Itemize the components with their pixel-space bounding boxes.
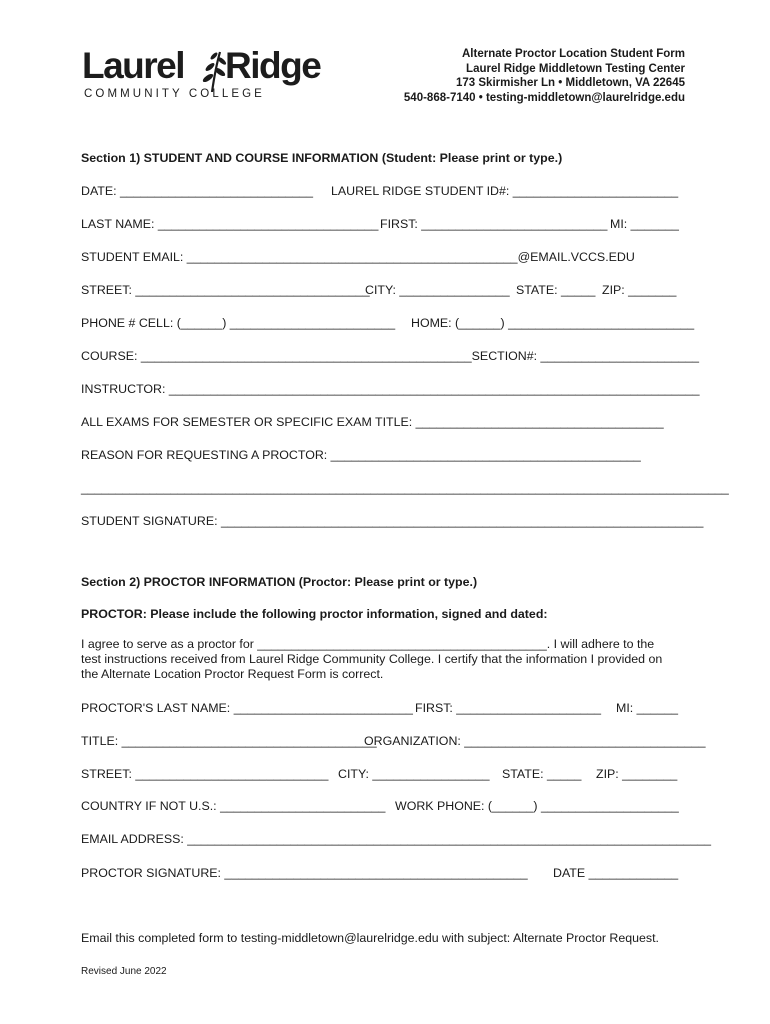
agreement-line: I agree to serve as a proctor for __________________________________________. I will adhere to the	[81, 637, 655, 651]
exams-field[interactable]: ALL EXAMS FOR SEMESTER OR SPECIFIC EXAM TITLE: ____________________________________	[81, 415, 664, 429]
proctor-work-phone-field[interactable]: WORK PHONE: (______) ____________________	[395, 799, 679, 813]
reason-field[interactable]: REASON FOR REQUESTING A PROCTOR: _____________________________________________	[81, 448, 641, 462]
course-section-field[interactable]: COURSE: ________________________________________________SECTION#: _______________________	[81, 349, 700, 363]
state-field[interactable]: STATE: _____	[516, 283, 596, 297]
proctor-signature-field[interactable]: PROCTOR SIGNATURE: ____________________________________________	[81, 866, 528, 880]
reason-field-line2[interactable]: ______________________________________________________________________________________________	[81, 481, 729, 495]
proctor-organization-field[interactable]: ORGANIZATION: ___________________________________	[364, 734, 706, 748]
proctor-date-field[interactable]: DATE _____________	[553, 866, 679, 880]
middle-initial-field[interactable]: MI: _______	[610, 217, 679, 231]
student-id-field[interactable]: LAUREL RIDGE STUDENT ID#: ________________________	[331, 184, 679, 198]
form-title: Alternate Proctor Location Student Form	[462, 48, 685, 60]
student-email-field[interactable]: STUDENT EMAIL: ________________________________________________@EMAIL.VCCS.EDU	[81, 250, 635, 264]
proctor-title-field[interactable]: TITLE: _____________________________________	[81, 734, 377, 748]
header-block	[404, 47, 685, 105]
street-field[interactable]: STREET: __________________________________	[81, 283, 370, 297]
date-field[interactable]: DATE: ____________________________	[81, 184, 313, 198]
testing-center-address: 173 Skirmisher Ln • Middletown, VA 22645	[456, 77, 685, 90]
proctor-zip-field[interactable]: ZIP: ________	[596, 767, 678, 781]
city-field[interactable]: CITY: ________________	[365, 283, 510, 297]
zip-field[interactable]: ZIP: _______	[602, 283, 677, 297]
logo-subtitle: COMMUNITY COLLEGE	[84, 88, 265, 100]
testing-center-name: Laurel Ridge Middletown Testing Center	[466, 62, 685, 75]
laurel-branch-icon	[198, 48, 228, 92]
logo-word-laurel: Laurel	[82, 45, 185, 86]
agreement-line: test instructions received from Laurel Ridge Community College. I certify that the information I provided on	[81, 652, 663, 666]
first-name-field[interactable]: FIRST: ___________________________	[380, 217, 608, 231]
proctor-country-field[interactable]: COUNTRY IF NOT U.S.: ________________________	[81, 799, 386, 813]
revision-date: Revised June 2022	[81, 966, 167, 977]
proctor-street-field[interactable]: STREET: ____________________________	[81, 767, 329, 781]
proctor-state-field[interactable]: STATE: _____	[502, 767, 582, 781]
agreement-line: the Alternate Location Proctor Request Form is correct.	[81, 667, 384, 681]
instructor-field[interactable]: INSTRUCTOR: _____________________________________________________________________________	[81, 382, 700, 396]
testing-center-contact: 540-868-7140 • testing-middletown@laurelridge.edu	[403, 91, 685, 104]
home-phone-field[interactable]: HOME: (______) ___________________________	[411, 316, 695, 330]
cell-phone-field[interactable]: PHONE # CELL: (______) ________________________	[81, 316, 396, 330]
section2-subheading: PROCTOR: Please include the following proctor information, signed and dated:	[81, 607, 548, 621]
student-signature-field[interactable]: STUDENT SIGNATURE: ______________________________________________________________________	[81, 514, 704, 528]
submission-instructions: Email this completed form to testing-middletown@laurelridge.edu with subject: Alternate Proctor Request.	[81, 931, 660, 945]
proctor-city-field[interactable]: CITY: _________________	[338, 767, 490, 781]
proctor-agreement	[81, 637, 681, 682]
proctor-mi-field[interactable]: MI: ______	[616, 701, 678, 715]
section2-heading: Section 2) PROCTOR INFORMATION (Proctor: Please print or type.)	[81, 575, 478, 589]
college-logo	[82, 46, 337, 104]
proctor-first-name-field[interactable]: FIRST: _____________________	[415, 701, 602, 715]
last-name-field[interactable]: LAST NAME: ________________________________	[81, 217, 379, 231]
proctor-last-name-field[interactable]: PROCTOR'S LAST NAME: __________________________	[81, 701, 413, 715]
proctor-email-field[interactable]: EMAIL ADDRESS: ____________________________________________________________________________	[81, 832, 711, 846]
logo-word-ridge: Ridge	[225, 45, 321, 86]
section1-heading: Section 1) STUDENT AND COURSE INFORMATION (Student: Please print or type.)	[81, 151, 563, 165]
